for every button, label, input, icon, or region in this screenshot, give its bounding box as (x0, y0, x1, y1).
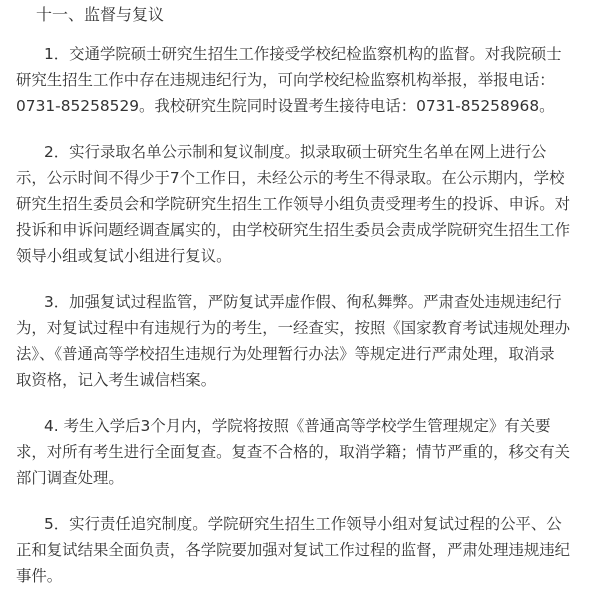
paragraph-line: 部门调查处理。 (16, 469, 124, 487)
paragraph-line: 求，对所有考生进行全面复查。复查不合格的，取消学籍；情节严重的，移交有关 (16, 443, 571, 461)
paragraph-line: 0731-85258529。我校研究生院同时设置考生接待电话：0731-85258968。 (16, 97, 555, 115)
paragraph-publicity-review (16, 139, 596, 269)
paragraph-supervision-reporting (16, 41, 596, 119)
paragraph-line: 研究生招生工作中存在违规违纪行为，可向学校纪检监察机构举报，举报电话： (16, 71, 555, 89)
section-title: 十一、监督与复议 (36, 5, 165, 24)
paragraph-line: 2．实行录取名单公示制和复议制度。拟录取硕士研究生名单在网上进行公 (44, 143, 547, 161)
paragraph-line: 4. 考生入学后3个月内，学院将按照《普通高等学校学生管理规定》有关要 (44, 417, 551, 435)
paragraph-line: 3．加强复试过程监管，严防复试弄虚作假、徇私舞弊。严肃查处违规违纪行 (44, 293, 562, 311)
paragraph-line: 取资格，记入考生诚信档案。 (16, 371, 217, 389)
paragraph-line: 5．实行责任追究制度。学院研究生招生工作领导小组对复试过程的公平、公 (44, 515, 562, 533)
paragraph-line: 领导小组或复试小组进行复议。 (16, 247, 232, 265)
paragraph-line: 1．交通学院硕士研究生招生工作接受学校纪检监察机构的监督。对我院硕士 (44, 45, 562, 63)
paragraph-line: 为，对复试过程中有违规行为的考生，一经查实，按照《国家教育考试违规处理办 (16, 319, 571, 337)
paragraph-line: 正和复试结果全面负责，各学院要加强对复试工作过程的监督，严肃处理违规违纪 (16, 541, 571, 559)
paragraph-retest-oversight (16, 289, 596, 393)
paragraph-accountability (16, 511, 596, 589)
paragraph-line: 法》、《普通高等学校招生违规行为处理暂行办法》等规定进行严肃处理，取消录 (16, 345, 555, 363)
paragraph-line: 示，公示时间不得少于7个工作日，未经公示的考生不得录取。在公示期内，学校 (16, 169, 565, 187)
paragraph-line: 事件。 (16, 567, 63, 585)
paragraph-enrollment-recheck (16, 413, 596, 491)
paragraph-line: 投诉和申诉问题经调查属实的，由学校研究生招生委员会责成学院研究生招生工作 (16, 221, 571, 239)
paragraph-line: 研究生招生委员会和学院研究生招生工作领导小组负责受理考生的投诉、申诉。对 (16, 195, 571, 213)
